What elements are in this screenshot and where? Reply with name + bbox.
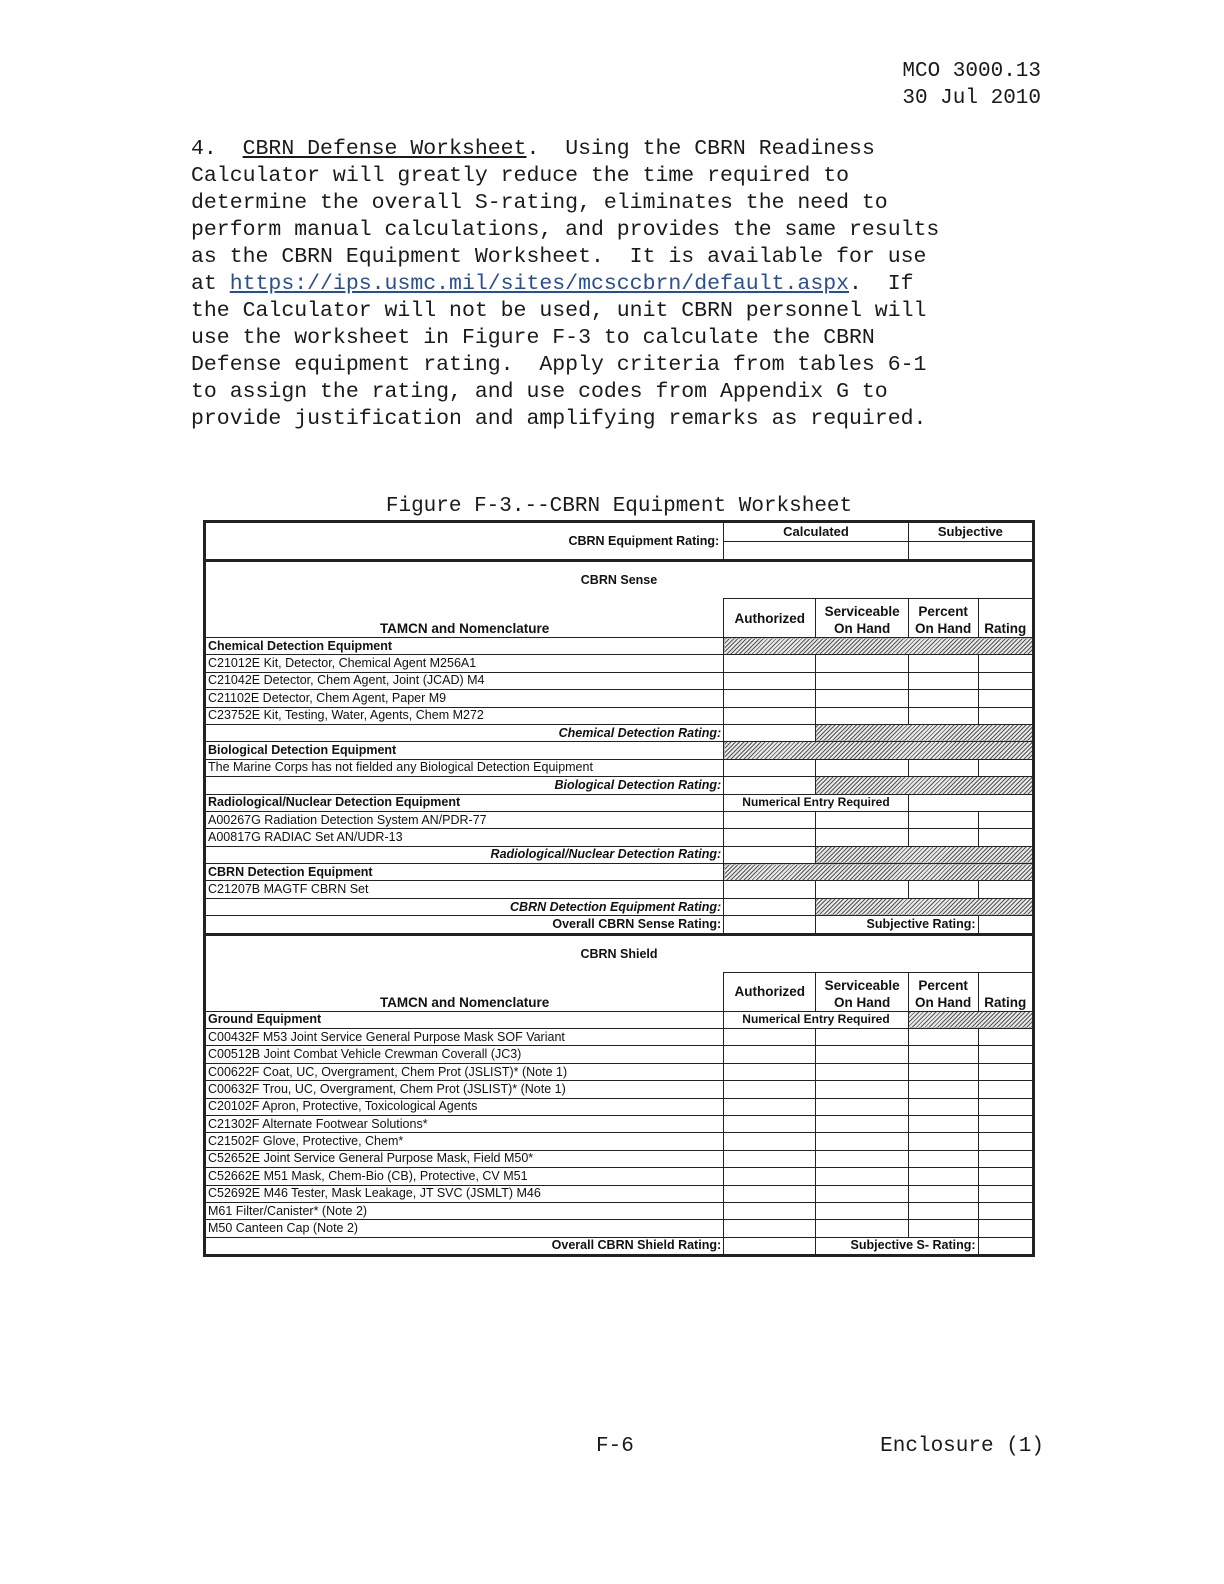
worksheet-title: CBRN Equipment Rating: (205, 522, 724, 561)
page-number: F-6 (596, 1435, 634, 1458)
serviceable-cell[interactable] (816, 1202, 908, 1219)
shield-subjective-label: Subjective S- Rating: (816, 1237, 978, 1255)
serviceable-cell[interactable] (816, 707, 908, 724)
col-authorized: Authorized (724, 599, 816, 638)
table-row (205, 1150, 1034, 1167)
rating-cell[interactable] (978, 1115, 1033, 1132)
serviceable-cell[interactable] (816, 881, 908, 898)
serviceable-cell[interactable] (816, 1081, 908, 1098)
rating-cell[interactable] (978, 707, 1033, 724)
percent-cell[interactable] (908, 1220, 978, 1237)
para-line: as the CBRN Equipment Worksheet. It is available for use (191, 245, 927, 269)
col-serviceable: Serviceable On Hand (816, 599, 908, 638)
authorized-cell[interactable] (724, 707, 816, 724)
bio-detection-rating-label: Biological Detection Rating: (205, 777, 724, 794)
table-row (205, 1063, 1034, 1080)
percent-cell[interactable] (908, 1115, 978, 1132)
serviceable-cell[interactable] (816, 1150, 908, 1167)
item-name: C00432F M53 Joint Service General Purpose Mask SOF Variant (205, 1029, 724, 1046)
percent-cell[interactable] (908, 1185, 978, 1202)
serviceable-cell[interactable] (816, 1168, 908, 1185)
item-name: A00817G RADIAC Set AN/UDR-13 (205, 829, 724, 846)
serviceable-cell[interactable] (816, 690, 908, 707)
item-name: A00267G Radiation Detection System AN/PDR-77 (205, 811, 724, 828)
percent-cell[interactable] (908, 1046, 978, 1063)
item-name: C21502F Glove, Protective, Chem* (205, 1133, 724, 1150)
percent-cell[interactable] (908, 690, 978, 707)
rating-cell[interactable] (978, 759, 1033, 776)
table-row (205, 690, 1034, 707)
authorized-cell[interactable] (724, 672, 816, 689)
col-rating: Rating (978, 972, 1033, 1011)
authorized-cell[interactable] (724, 1150, 816, 1167)
rating-cell[interactable] (978, 1063, 1033, 1080)
numerical-entry-note: Numerical Entry Required (724, 1011, 909, 1028)
rating-cell[interactable] (978, 1202, 1033, 1219)
doc-date: 30 Jul 2010 (902, 87, 1041, 110)
authorized-cell[interactable] (724, 1133, 816, 1150)
rating-cell[interactable] (978, 811, 1033, 828)
col-rating: Rating (978, 599, 1033, 638)
table-row (205, 1081, 1034, 1098)
rating-cell[interactable] (978, 1220, 1033, 1237)
calculated-value-cell[interactable] (724, 541, 909, 561)
rating-cell[interactable] (978, 1098, 1033, 1115)
rating-cell[interactable] (978, 1029, 1033, 1046)
bio-rating-cell[interactable] (724, 777, 816, 794)
table-row (205, 1115, 1034, 1132)
para-line: the Calculator will not be used, unit CBRN personnel will (191, 299, 927, 323)
percent-cell[interactable] (908, 1133, 978, 1150)
sense-subjective-cell[interactable] (978, 916, 1033, 934)
table-row (205, 1168, 1034, 1185)
rating-cell[interactable] (978, 655, 1033, 672)
serviceable-cell[interactable] (816, 1185, 908, 1202)
bio-detection-header: Biological Detection Equipment (205, 742, 724, 759)
rating-cell[interactable] (978, 1168, 1033, 1185)
chem-detection-header: Chemical Detection Equipment (205, 638, 724, 655)
authorized-cell[interactable] (724, 1185, 816, 1202)
authorized-cell[interactable] (724, 655, 816, 672)
item-name: M50 Canteen Cap (Note 2) (205, 1220, 724, 1237)
authorized-cell[interactable] (724, 1098, 816, 1115)
item-name: C00512B Joint Combat Vehicle Crewman Coverall (JC3) (205, 1046, 724, 1063)
table-row (205, 655, 1034, 672)
percent-cell[interactable] (908, 829, 978, 846)
rating-cell[interactable] (978, 1081, 1033, 1098)
para-line: Calculator will greatly reduce the time required to (191, 164, 850, 188)
serviceable-cell[interactable] (816, 1098, 908, 1115)
authorized-cell[interactable] (724, 690, 816, 707)
item-name: C52662E M51 Mask, Chem-Bio (CB), Protective, CV M51 (205, 1168, 724, 1185)
col-tamcn: TAMCN and Nomenclature (205, 599, 724, 638)
authorized-cell[interactable] (724, 1115, 816, 1132)
para-line: use the worksheet in Figure F-3 to calculate the CBRN (191, 326, 875, 350)
authorized-cell[interactable] (724, 1220, 816, 1237)
sense-section-title: CBRN Sense (205, 561, 1034, 599)
col-tamcn: TAMCN and Nomenclature (205, 972, 724, 1011)
col-serviceable: Serviceable On Hand (816, 972, 908, 1011)
percent-cell[interactable] (908, 1202, 978, 1219)
rating-cell[interactable] (978, 1150, 1033, 1167)
para-line: to assign the rating, and use codes from Appendix G to (191, 380, 888, 404)
percent-cell[interactable] (908, 1081, 978, 1098)
para-line: perform manual calculations, and provides the same results (191, 218, 940, 242)
authorized-cell[interactable] (724, 1063, 816, 1080)
sense-subjective-label: Subjective Rating: (816, 916, 978, 934)
rating-cell[interactable] (978, 690, 1033, 707)
table-row (205, 759, 1034, 776)
cbrn-rating-cell[interactable] (724, 898, 816, 915)
para-title: CBRN Defense Worksheet (242, 137, 527, 161)
rad-detection-header: Radiological/Nuclear Detection Equipment (205, 794, 724, 811)
table-row (205, 1220, 1034, 1237)
rating-cell[interactable] (978, 881, 1033, 898)
item-name: C00622F Coat, UC, Overgrament, Chem Prot (JSLIST)* (Note 1) (205, 1063, 724, 1080)
rating-cell[interactable] (978, 1185, 1033, 1202)
table-row (205, 829, 1034, 846)
percent-cell[interactable] (908, 1150, 978, 1167)
rad-rating-cell[interactable] (724, 846, 816, 863)
serviceable-cell[interactable] (816, 672, 908, 689)
serviceable-cell[interactable] (816, 655, 908, 672)
rating-cell[interactable] (978, 829, 1033, 846)
overall-shield-rating-label: Overall CBRN Shield Rating: (205, 1237, 724, 1255)
cbrn-detection-header: CBRN Detection Equipment (205, 864, 724, 881)
percent-cell[interactable] (908, 1029, 978, 1046)
overall-shield-cell[interactable] (724, 1237, 816, 1255)
figure-caption: Figure F-3.--CBRN Equipment Worksheet (385, 495, 853, 518)
percent-cell[interactable] (908, 1063, 978, 1080)
para-line: determine the overall S-rating, eliminates the need to (191, 191, 888, 215)
rating-cell[interactable] (978, 672, 1033, 689)
overall-sense-cell[interactable] (724, 916, 816, 934)
table-row (205, 1185, 1034, 1202)
percent-cell[interactable] (908, 707, 978, 724)
item-name: C00632F Trou, UC, Overgrament, Chem Prot (JSLIST)* (Note 1) (205, 1081, 724, 1098)
item-name: C21302F Alternate Footwear Solutions* (205, 1115, 724, 1132)
serviceable-cell[interactable] (816, 829, 908, 846)
item-name: C23752E Kit, Testing, Water, Agents, Chem M272 (205, 707, 724, 724)
authorized-cell[interactable] (724, 759, 816, 776)
table-row (205, 1046, 1034, 1063)
serviceable-cell[interactable] (816, 811, 908, 828)
rating-cell[interactable] (978, 1133, 1033, 1150)
subjective-label: Subjective (908, 522, 1033, 542)
table-row (205, 707, 1034, 724)
chem-detection-rating-label: Chemical Detection Rating: (205, 724, 724, 741)
authorized-cell[interactable] (724, 1029, 816, 1046)
serviceable-cell[interactable] (816, 1029, 908, 1046)
authorized-cell[interactable] (724, 1202, 816, 1219)
col-percent: Percent On Hand (908, 599, 978, 638)
cbrn-detection-rating-label: CBRN Detection Equipment Rating: (205, 898, 724, 915)
table-row (205, 1202, 1034, 1219)
rad-detection-rating-label: Radiological/Nuclear Detection Rating: (205, 846, 724, 863)
serviceable-cell[interactable] (816, 1046, 908, 1063)
percent-cell[interactable] (908, 1098, 978, 1115)
numerical-entry-note: Numerical Entry Required (724, 794, 909, 811)
authorized-cell[interactable] (724, 881, 816, 898)
para-line: provide justification and amplifying remarks as required. (191, 407, 927, 431)
calculator-link[interactable]: https://ips.usmc.mil/sites/mcsccbrn/default.aspx (229, 272, 850, 296)
body-paragraph (191, 136, 1041, 433)
col-percent: Percent On Hand (908, 972, 978, 1011)
authorized-cell[interactable] (724, 1168, 816, 1185)
percent-cell[interactable] (908, 1168, 978, 1185)
item-name: The Marine Corps has not fielded any Biological Detection Equipment (205, 759, 724, 776)
authorized-cell[interactable] (724, 1081, 816, 1098)
para-number: 4. (191, 137, 217, 161)
serviceable-cell[interactable] (816, 1115, 908, 1132)
table-row (205, 811, 1034, 828)
percent-cell[interactable] (908, 655, 978, 672)
enclosure-label: Enclosure (1) (880, 1435, 1044, 1458)
authorized-cell[interactable] (724, 811, 816, 828)
calculated-label: Calculated (724, 522, 909, 542)
item-name: C21207B MAGTF CBRN Set (205, 881, 724, 898)
table-row (205, 672, 1034, 689)
percent-cell[interactable] (908, 759, 978, 776)
col-authorized: Authorized (724, 972, 816, 1011)
item-name: C21102E Detector, Chem Agent, Paper M9 (205, 690, 724, 707)
percent-cell[interactable] (908, 672, 978, 689)
ground-equipment-header: Ground Equipment (205, 1011, 724, 1028)
subjective-value-cell[interactable] (908, 541, 1033, 561)
shield-section-title: CBRN Shield (205, 934, 1034, 972)
percent-cell[interactable] (908, 881, 978, 898)
serviceable-cell[interactable] (816, 1220, 908, 1237)
percent-cell[interactable] (908, 811, 978, 828)
authorized-cell[interactable] (724, 829, 816, 846)
authorized-cell[interactable] (724, 1046, 816, 1063)
table-row (205, 1098, 1034, 1115)
item-name: C21042E Detector, Chem Agent, Joint (JCAD) M4 (205, 672, 724, 689)
table-row (205, 881, 1034, 898)
shield-subjective-cell[interactable] (978, 1237, 1033, 1255)
serviceable-cell[interactable] (816, 1133, 908, 1150)
cbrn-equipment-worksheet (203, 520, 1035, 1257)
item-name: C52692E M46 Tester, Mask Leakage, JT SVC (JSMLT) M46 (205, 1185, 724, 1202)
item-name: C21012E Kit, Detector, Chemical Agent M256A1 (205, 655, 724, 672)
document-header (902, 58, 1041, 112)
table-row (205, 1029, 1034, 1046)
rating-cell[interactable] (978, 1046, 1033, 1063)
item-name: M61 Filter/Canister* (Note 2) (205, 1202, 724, 1219)
item-name: C20102F Apron, Protective, Toxicological Agents (205, 1098, 724, 1115)
para-line: . If (849, 272, 914, 296)
serviceable-cell[interactable] (816, 759, 908, 776)
para-line: at (191, 272, 230, 296)
doc-number: MCO 3000.13 (902, 60, 1041, 83)
para-line: . Using the CBRN Readiness (526, 137, 875, 161)
chem-rating-cell[interactable] (724, 724, 816, 741)
item-name: C52652E Joint Service General Purpose Mask, Field M50* (205, 1150, 724, 1167)
overall-sense-rating-label: Overall CBRN Sense Rating: (205, 916, 724, 934)
serviceable-cell[interactable] (816, 1063, 908, 1080)
para-line: Defense equipment rating. Apply criteria from tables 6-1 (191, 353, 927, 377)
table-row (205, 1133, 1034, 1150)
